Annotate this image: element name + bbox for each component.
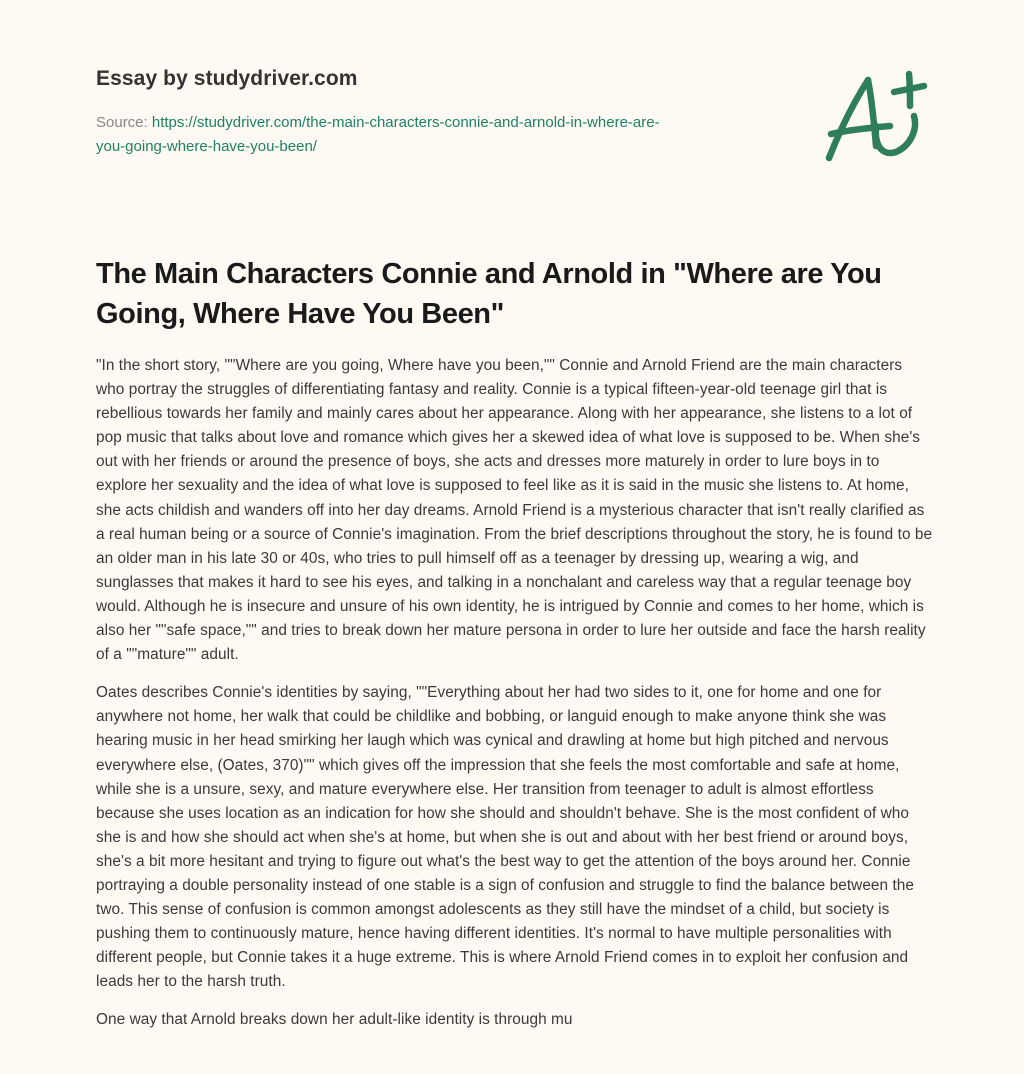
source-link-line1: https://studydriver.com/the-main-characters-connie-and-arnold-in-where-are- bbox=[151, 114, 660, 131]
essay-header bbox=[96, 66, 756, 159]
essay-body bbox=[96, 354, 934, 1047]
source-link[interactable] bbox=[96, 114, 660, 155]
essay-paragraph: Oates describes Connie's identities by saying, ""Everything about her had two sides to it, one for home and one for anywhere not home, her walk that could be childlike and bobbing, or languid enough to make anyone think she was hearing music in her head smirking her laugh which was cynical and drawling at home but high pitched and nervous everywhere else, (Oates, 370)"" which gives off the impression that she feels the most comfortable and safe at home, while she is a unsure, sexy, and mature everywhere else. Her transition from teenager to adult is almost effortless because she uses location as an indication for how she should and shouldn't behave. She is the most confident of who she is and how she should act when she's at home, but when she is out and about with her best friend or around boys, she's a bit more hesitant and trying to figure out what's the best way to get the attention of the boys around her. Connie portraying a double personality instead of one stable is a sign of confusion and struggle to find the balance between the two. This sense of confusion is common amongst adolescents as they still have the mindset of a child, but society is pushing them to continuously mature, hence having different identities. It's normal to have multiple personalities with different people, but Connie takes it a huge extreme. This is where Arnold Friend comes in to exploit her confusion and leads her to the harsh truth. bbox=[96, 684, 915, 991]
essay-paragraph-truncated: One way that Arnold breaks down her adult-like identity is through mu bbox=[96, 1011, 573, 1029]
source-line bbox=[96, 111, 756, 159]
source-label: Source: bbox=[96, 114, 152, 131]
essay-title: The Main Characters Connie and Arnold in "Where are You Going, Where Have You Been" bbox=[96, 258, 882, 330]
essay-paragraph: "In the short story, ""Where are you going, Where have you been,"" Connie and Arnold Friend are the main characters who portray the struggles of differentiating fantasy and reality. Connie is a typical fifteen-year-old teenage girl that is rebellious towards her family and mainly cares about her appearance. Along with her appearance, she listens to a lot of pop music that talks about love and romance which gives her a skewed idea of what love is supposed to be. When she's out with her friends or around the presence of boys, she acts and dresses more maturely in order to lure boys in to explore her sexuality and the idea of what love is supposed to feel like as it is said in the music she listens to. At home, she acts childish and wanders off into her day dreams. Arnold Friend is a mysterious character that isn't really clarified as a real human being or a source of Connie's imagination. From the brief descriptions throughout the story, he is found to be an older man in his late 30 or 40s, who tries to pull himself off as a teenager by dressing up, wearing a wig, and sunglasses that makes it hard to see his eyes, and talking in a nonchalant and careless way that a regular teenage boy would. Although he is insecure and unsure of his own identity, he is intrigued by Connie and comes to her home, which is also her ""safe space,"" and tries to break down her mature persona in order to lure her outside and face the harsh reality of a ""mature"" adult. bbox=[96, 357, 933, 664]
site-brand: Essay by studydriver.com bbox=[96, 67, 358, 90]
source-link-line2: you-going-where-have-you-been/ bbox=[96, 138, 317, 155]
a-plus-grade-icon bbox=[818, 64, 934, 174]
